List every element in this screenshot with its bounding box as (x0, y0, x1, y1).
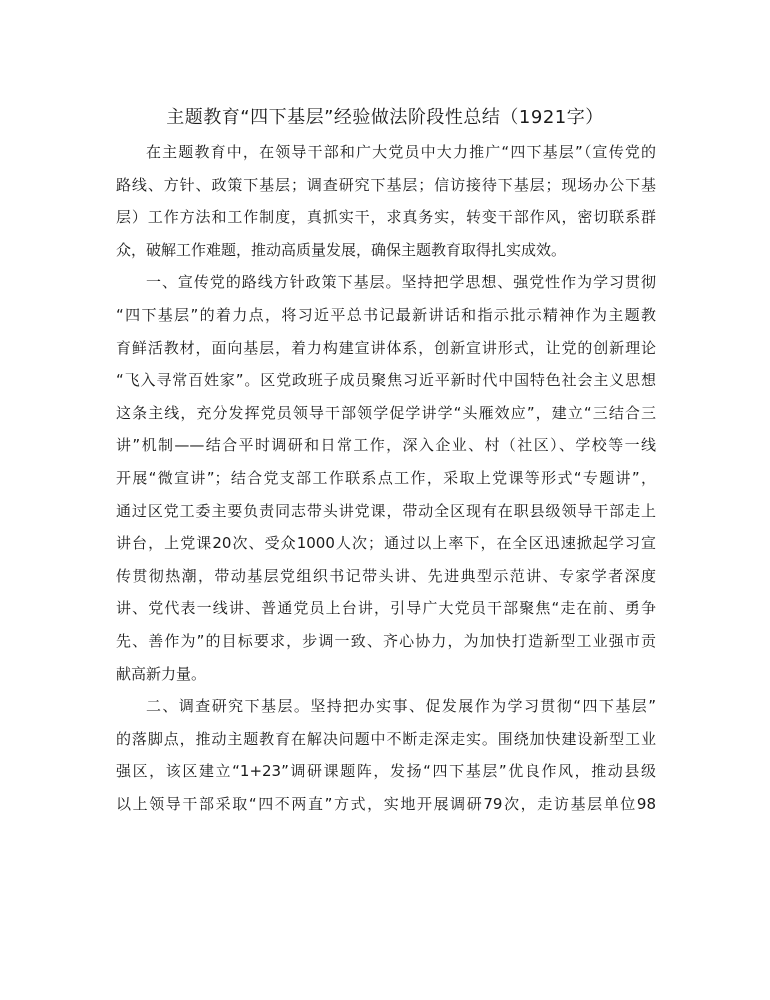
document-title: 主题教育“四下基层”经验做法阶段性总结（1921字） (166, 107, 604, 128)
text-line: 先、善作为”的目标要求，步调一致、齐心协力，为加快打造新型工业强市贡 (116, 631, 656, 650)
paragraph-section-2 (116, 690, 656, 820)
text-line: 通过区党工委主要负责同志带头讲党课，带动全区现有在职县级领导干部走上 (116, 501, 656, 520)
text-line: 育鲜活教材，面向基层，着力构建宣讲体系，创新宣讲形式，让党的创新理论 (116, 338, 656, 357)
text-line: 这条主线，充分发挥党员领导干部领学促学讲学“头雁效应”，建立“三结合三 (116, 403, 656, 422)
text-line: 讲”机制——结合平时调研和日常工作，深入企业、村（社区）、学校等一线 (116, 436, 656, 455)
text-line: 层）工作方法和工作制度，真抓实干，求真务实，转变干部作风，密切联系群 (116, 208, 656, 227)
text-line: 讲、党代表一线讲、普通党员上台讲，引导广大党员干部聚焦“走在前、勇争 (116, 599, 656, 618)
text-line: 一、宣传党的路线方针政策下基层。坚持把学思想、强党性作为学习贯彻 (146, 273, 656, 292)
text-line: 众，破解工作难题，推动高质量发展，确保主题教育取得扎实成效。 (116, 240, 567, 259)
document-body (116, 136, 656, 820)
text-line: 二、调查研究下基层。坚持把办实事、促发展作为学习贯彻“四下基层” (146, 697, 656, 716)
paragraph-section-1 (116, 266, 656, 690)
text-line: 以上领导干部采取“四不两直”方式，实地开展调研79次，走访基层单位98 (116, 794, 656, 813)
text-line: 献高新力量。 (116, 664, 207, 683)
paragraph-intro (116, 136, 656, 266)
text-line: 强区，该区建立“1+23”调研课题阵，发扬“四下基层”优良作风，推动县级 (116, 762, 656, 781)
text-line: “四下基层”的着力点，将习近平总书记最新讲话和指示批示精神作为主题教 (116, 305, 656, 324)
text-line: 开展“微宣讲”；结合党支部工作联系点工作，采取上党课等形式“专题讲”， (116, 468, 656, 487)
text-line: 讲台，上党课20次、受众1000人次；通过以上率下，在全区迅速掀起学习宣 (116, 534, 656, 553)
text-line: “飞入寻常百姓家”。区党政班子成员聚焦习近平新时代中国特色社会主义思想 (116, 371, 656, 390)
text-line: 的落脚点，推动主题教育在解决问题中不断走深走实。围绕加快建设新型工业 (116, 729, 656, 748)
text-line: 在主题教育中，在领导干部和广大党员中大力推广“四下基层”（宣传党的 (146, 143, 656, 161)
text-line: 路线、方针、政策下基层；调查研究下基层；信访接待下基层；现场办公下基 (116, 175, 656, 194)
text-line: 传贯彻热潮，带动基层党组织书记带头讲、先进典型示范讲、专家学者深度 (116, 566, 656, 585)
